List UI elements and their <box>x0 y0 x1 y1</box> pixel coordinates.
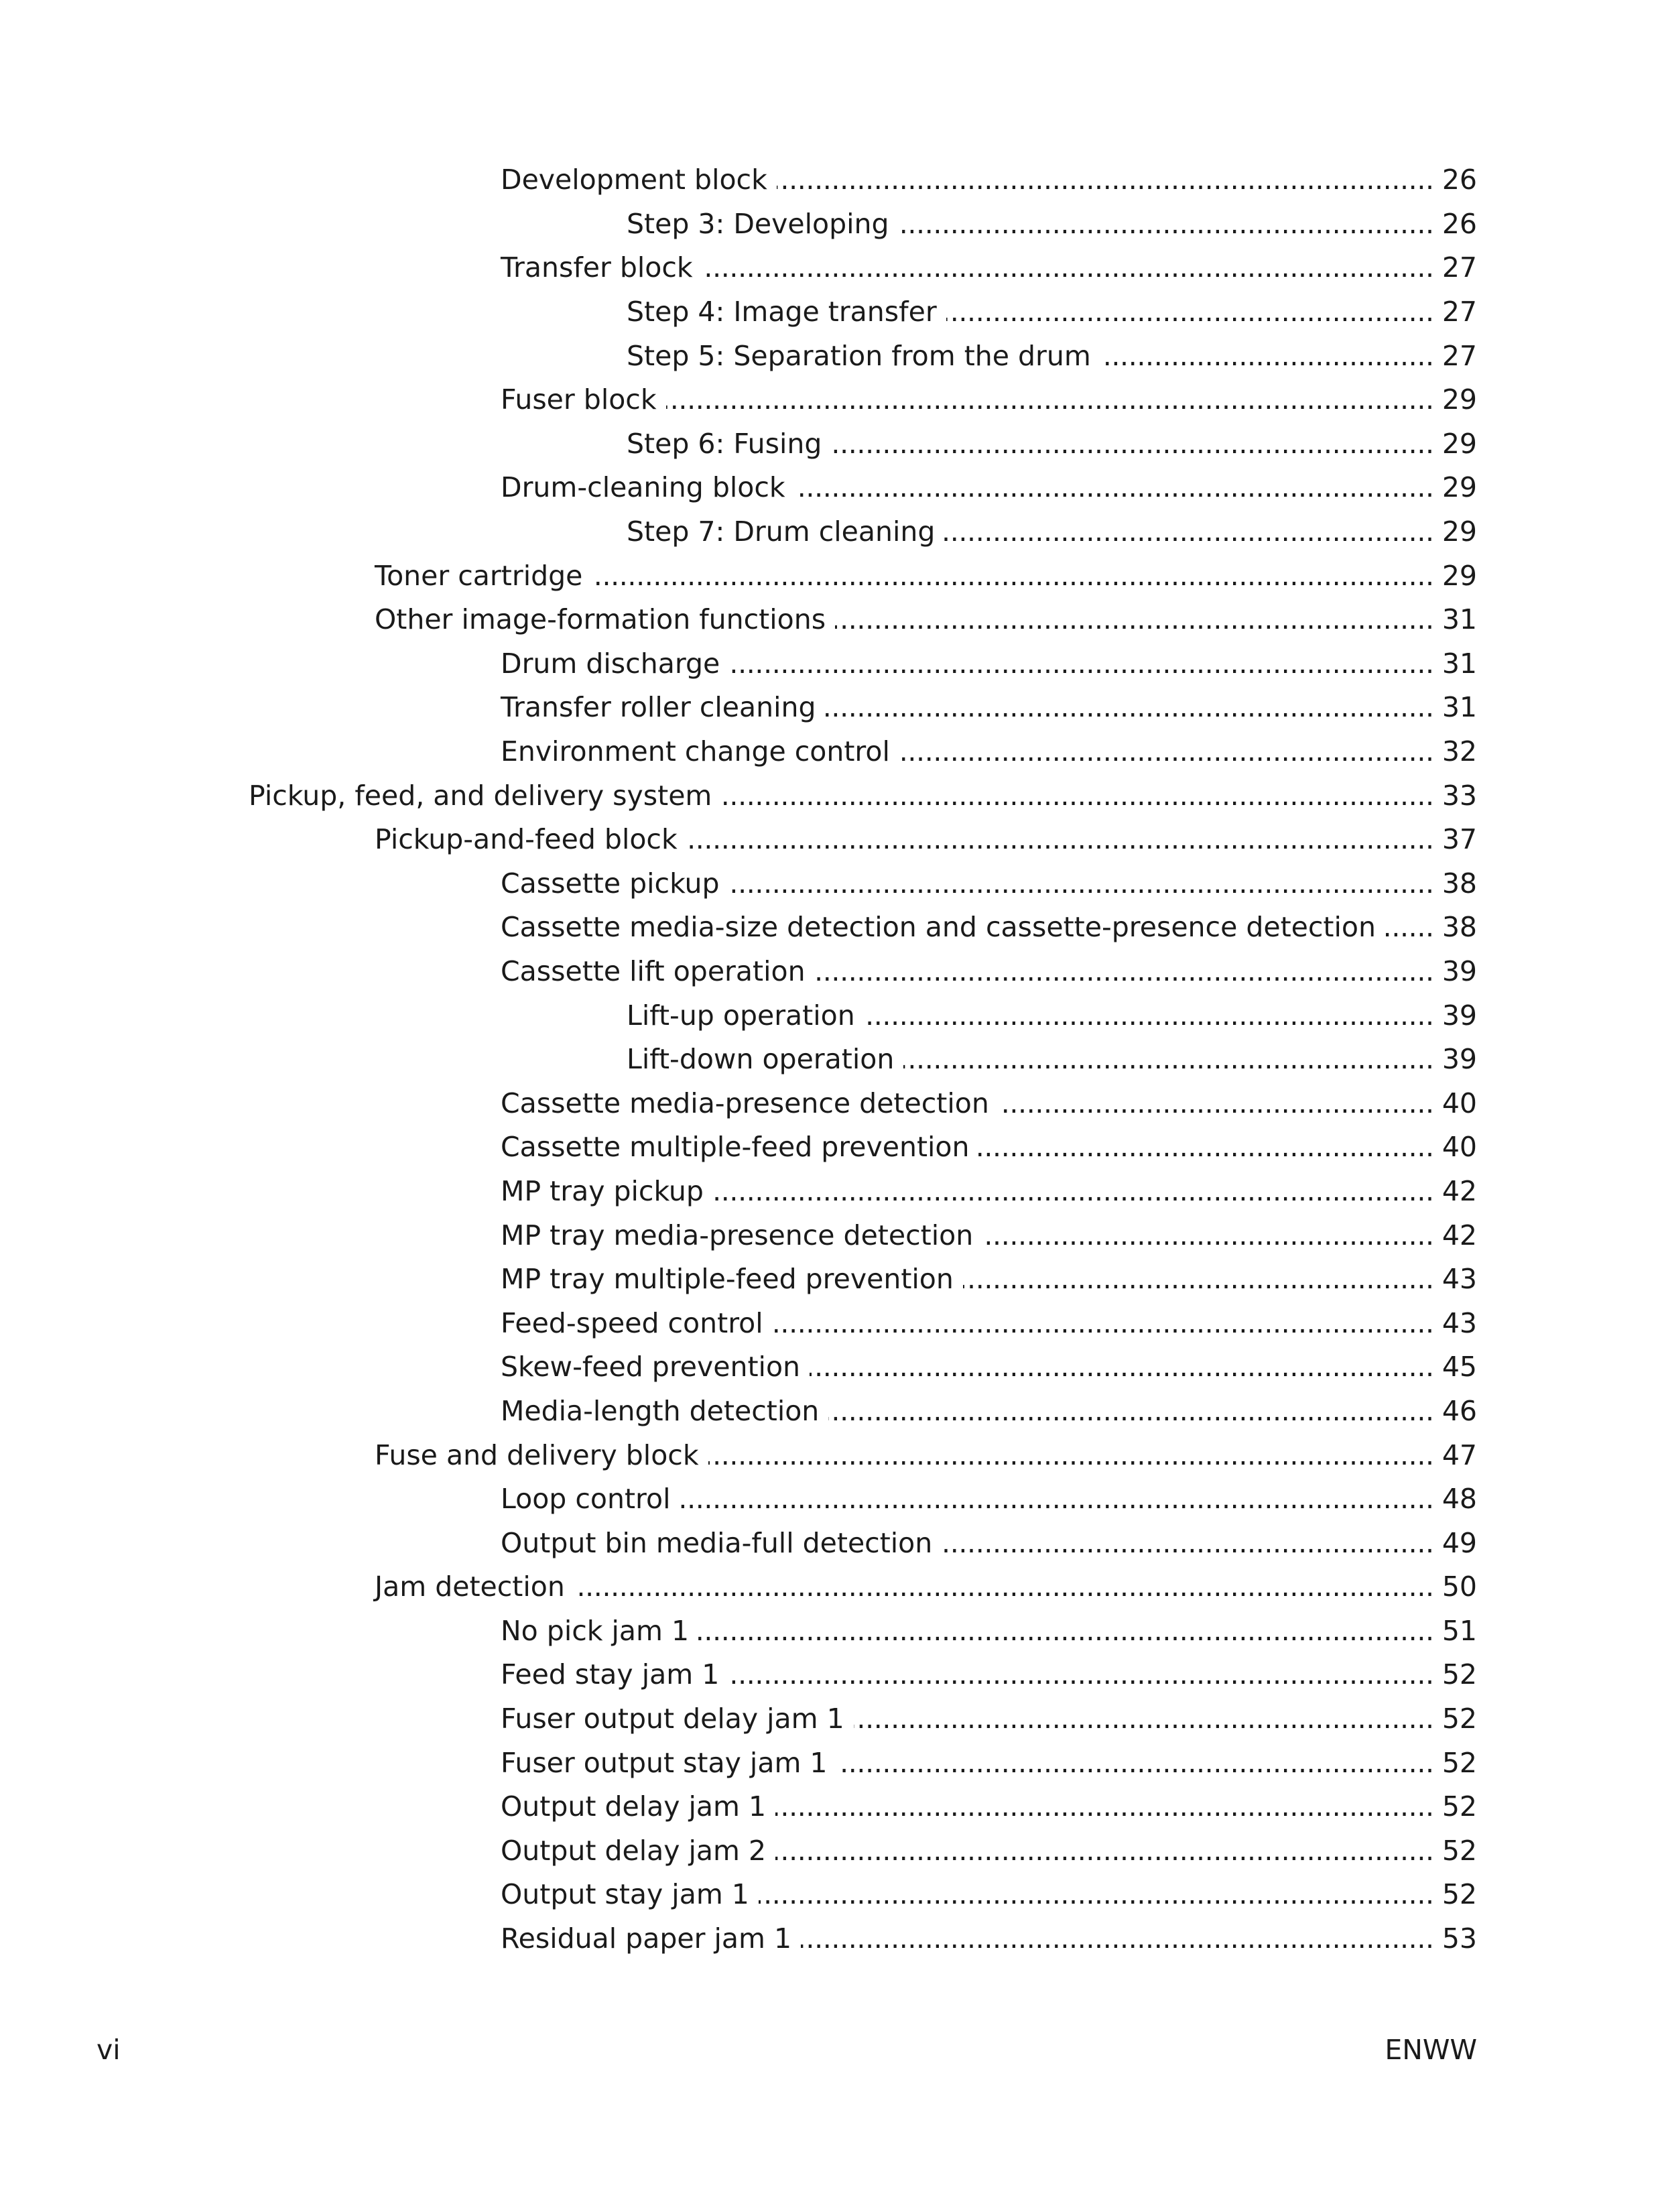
toc-dot-leader <box>810 1353 1433 1381</box>
toc-dot-leader <box>826 694 1433 721</box>
toc-entry-title: Step 5: Separation from the drum <box>627 343 1100 370</box>
toc-dot-leader <box>698 1617 1433 1645</box>
toc-dot-leader <box>801 1925 1433 1953</box>
toc-dot-leader <box>721 782 1432 810</box>
toc-entry-page: 42 <box>1433 1178 1477 1205</box>
toc-entry-page: 26 <box>1433 210 1477 238</box>
toc-entry-title: Step 3: Developing <box>627 210 899 238</box>
toc-dot-leader <box>1100 343 1433 370</box>
toc-dot-leader <box>702 254 1433 282</box>
toc-entry-title: Output bin media-full detection <box>501 1530 942 1557</box>
toc-entry[interactable] <box>0 730 1662 774</box>
toc-entry[interactable] <box>0 1170 1662 1214</box>
toc-entry-page: 39 <box>1433 1046 1477 1073</box>
toc-entry[interactable] <box>0 862 1662 906</box>
toc-dot-leader <box>729 650 1433 678</box>
toc-entry-page: 46 <box>1433 1398 1477 1425</box>
toc-entry[interactable] <box>0 1873 1662 1917</box>
toc-entry-title: Cassette media-presence detection <box>501 1090 999 1117</box>
toc-entry[interactable] <box>0 1521 1662 1565</box>
toc-entry-page: 29 <box>1433 474 1477 501</box>
toc-entry-title: Cassette lift operation <box>501 958 815 985</box>
toc-entry-title: No pick jam 1 <box>501 1617 698 1645</box>
toc-entry-title: Media-length detection <box>501 1398 828 1425</box>
toc-entry-page: 29 <box>1433 430 1477 458</box>
toc-dot-leader <box>899 210 1433 238</box>
toc-entry-page: 52 <box>1433 1793 1477 1821</box>
toc-dot-leader <box>592 562 1432 590</box>
toc-dot-leader <box>775 1837 1433 1865</box>
toc-entry-page: 29 <box>1433 562 1477 590</box>
footer-doc-code: ENWW <box>1385 2034 1477 2066</box>
toc-entry-title: Pickup, feed, and delivery system <box>249 782 721 810</box>
toc-entry-page: 52 <box>1433 1881 1477 1908</box>
toc-entry[interactable] <box>0 1038 1662 1082</box>
toc-dot-leader <box>835 606 1433 633</box>
toc-entry-page: 48 <box>1433 1485 1477 1513</box>
toc-dot-leader <box>982 1222 1433 1249</box>
toc-entry[interactable] <box>0 1565 1662 1609</box>
toc-dot-leader <box>680 1485 1432 1513</box>
toc-entry-page: 39 <box>1433 958 1477 985</box>
toc-entry-page: 27 <box>1433 343 1477 370</box>
toc-entry-title: Fuse and delivery block <box>375 1442 708 1469</box>
toc-entry-page: 31 <box>1433 606 1477 633</box>
footer-page-number: vi <box>97 2034 121 2066</box>
toc-entry-title: Transfer block <box>501 254 702 282</box>
toc-entry-title: Output delay jam 1 <box>501 1793 775 1821</box>
toc-entry-title: Output delay jam 2 <box>501 1837 775 1865</box>
toc-dot-leader <box>815 958 1433 985</box>
toc-entry-page: 43 <box>1433 1310 1477 1337</box>
toc-entry-page: 52 <box>1433 1749 1477 1777</box>
toc-entry-page: 29 <box>1433 518 1477 546</box>
toc-dot-leader <box>1385 914 1433 941</box>
toc-entry[interactable] <box>0 378 1662 422</box>
toc-entry-title: Cassette pickup <box>501 870 729 898</box>
toc-entry[interactable] <box>0 422 1662 467</box>
toc-entry[interactable] <box>0 158 1662 202</box>
toc-entry-page: 43 <box>1433 1266 1477 1293</box>
toc-dot-leader <box>708 1442 1433 1469</box>
toc-entry[interactable] <box>0 598 1662 642</box>
toc-entry[interactable] <box>0 1609 1662 1654</box>
toc-entry-title: Cassette media-size detection and cassette-presence detection <box>501 914 1385 941</box>
toc-entry-page: 52 <box>1433 1705 1477 1733</box>
toc-entry-title: Fuser block <box>501 386 666 414</box>
toc-entry-page: 26 <box>1433 166 1477 194</box>
toc-entry-title: Step 7: Drum cleaning <box>627 518 944 546</box>
toc-entry-title: Skew-feed prevention <box>501 1353 810 1381</box>
toc-entry[interactable] <box>0 554 1662 598</box>
toc-entry[interactable] <box>0 818 1662 862</box>
toc-entry-page: 45 <box>1433 1353 1477 1381</box>
toc-entry-title: Toner cartridge <box>375 562 592 590</box>
toc-dot-leader <box>944 518 1432 546</box>
toc-entry-title: Output stay jam 1 <box>501 1881 759 1908</box>
toc-dot-leader <box>942 1530 1433 1557</box>
toc-dot-leader <box>865 1002 1433 1030</box>
toc-entry[interactable] <box>0 1785 1662 1829</box>
toc-entry-title: Step 6: Fusing <box>627 430 831 458</box>
toc-dot-leader <box>795 474 1433 501</box>
toc-entry[interactable] <box>0 246 1662 290</box>
toc-entry-title: Other image-formation functions <box>375 606 835 633</box>
toc-entry-page: 37 <box>1433 826 1477 853</box>
toc-dot-leader <box>574 1573 1433 1601</box>
toc-entry-title: MP tray multiple-feed prevention <box>501 1266 963 1293</box>
toc-entry[interactable] <box>0 1301 1662 1345</box>
toc-entry[interactable] <box>0 1697 1662 1741</box>
toc-entry[interactable] <box>0 1741 1662 1785</box>
toc-dot-leader <box>759 1881 1433 1908</box>
toc-entry[interactable] <box>0 1345 1662 1390</box>
toc-entry-title: Cassette multiple-feed prevention <box>501 1133 978 1161</box>
toc-dot-leader <box>713 1178 1433 1205</box>
toc-entry-page: 27 <box>1433 298 1477 326</box>
toc-dot-leader <box>728 1661 1433 1688</box>
toc-entry[interactable] <box>0 950 1662 994</box>
toc-entry-page: 51 <box>1433 1617 1477 1645</box>
toc-entry-page: 52 <box>1433 1837 1477 1865</box>
toc-entry[interactable] <box>0 1477 1662 1522</box>
toc-dot-leader <box>775 1793 1433 1821</box>
toc-dot-leader <box>666 386 1433 414</box>
toc-entry[interactable] <box>0 1653 1662 1697</box>
toc-dot-leader <box>963 1266 1433 1293</box>
toc-dot-leader <box>837 1749 1433 1777</box>
toc-dot-leader <box>999 1090 1433 1117</box>
toc-entry-page: 47 <box>1433 1442 1477 1469</box>
toc-entry-title: Lift-down operation <box>627 1046 903 1073</box>
toc-entry[interactable] <box>0 1433 1662 1477</box>
toc-dot-leader <box>729 870 1433 898</box>
toc-entry[interactable] <box>0 993 1662 1038</box>
toc-entry-page: 39 <box>1433 1002 1477 1030</box>
toc-entry[interactable] <box>0 642 1662 686</box>
toc-entry[interactable] <box>0 1829 1662 1873</box>
toc-entry-title: MP tray pickup <box>501 1178 713 1205</box>
toc-dot-leader <box>899 738 1433 765</box>
toc-entry-title: Fuser output delay jam 1 <box>501 1705 854 1733</box>
toc-dot-leader <box>831 430 1432 458</box>
toc-entry-title: Feed-speed control <box>501 1310 773 1337</box>
toc-entry-page: 52 <box>1433 1661 1477 1688</box>
toc-entry-page: 42 <box>1433 1222 1477 1249</box>
toc-entry-title: Pickup-and-feed block <box>375 826 687 853</box>
toc-dot-leader <box>773 1310 1433 1337</box>
toc-entry-page: 50 <box>1433 1573 1477 1601</box>
toc-entry[interactable] <box>0 1390 1662 1434</box>
toc-entry-title: Development block <box>501 166 777 194</box>
toc-dot-leader <box>828 1398 1433 1425</box>
toc-entry-page: 40 <box>1433 1090 1477 1117</box>
toc-dot-leader <box>946 298 1433 326</box>
toc-dot-leader <box>687 826 1433 853</box>
toc-dot-leader <box>978 1133 1432 1161</box>
toc-entry-title: MP tray media-presence detection <box>501 1222 982 1249</box>
toc-dot-leader <box>903 1046 1432 1073</box>
toc-entry[interactable] <box>0 1213 1662 1257</box>
toc-entry[interactable] <box>0 1917 1662 1961</box>
toc-entry-title: Drum discharge <box>501 650 729 678</box>
toc-entry[interactable] <box>0 290 1662 334</box>
toc-entry[interactable] <box>0 1081 1662 1125</box>
toc-entry-title: Loop control <box>501 1485 680 1513</box>
toc-dot-leader <box>854 1705 1433 1733</box>
toc-dot-leader <box>777 166 1433 194</box>
toc-entry-title: Step 4: Image transfer <box>627 298 946 326</box>
toc-entry-title: Transfer roller cleaning <box>501 694 826 721</box>
toc-entry-page: 38 <box>1433 870 1477 898</box>
toc-entry[interactable] <box>0 1257 1662 1302</box>
toc-entry-page: 29 <box>1433 386 1477 414</box>
toc-entry-page: 33 <box>1433 782 1477 810</box>
toc-entry[interactable] <box>0 686 1662 730</box>
toc-entry-title: Environment change control <box>501 738 899 765</box>
toc-entry-title: Lift-up operation <box>627 1002 865 1030</box>
toc-entry-title: Jam detection <box>375 1573 574 1601</box>
toc-entry-page: 40 <box>1433 1133 1477 1161</box>
table-of-contents <box>0 158 1662 1961</box>
toc-entry-title: Fuser output stay jam 1 <box>501 1749 837 1777</box>
toc-entry[interactable] <box>0 774 1662 818</box>
toc-entry-page: 38 <box>1433 914 1477 941</box>
toc-entry-page: 31 <box>1433 650 1477 678</box>
toc-entry-page: 31 <box>1433 694 1477 721</box>
toc-entry[interactable] <box>0 466 1662 510</box>
toc-entry[interactable] <box>0 510 1662 554</box>
toc-entry-title: Residual paper jam 1 <box>501 1925 801 1953</box>
toc-entry-page: 27 <box>1433 254 1477 282</box>
toc-entry-page: 32 <box>1433 738 1477 765</box>
toc-entry[interactable] <box>0 1125 1662 1170</box>
toc-entry[interactable] <box>0 202 1662 247</box>
toc-entry[interactable] <box>0 334 1662 378</box>
toc-entry-page: 53 <box>1433 1925 1477 1953</box>
toc-entry-title: Feed stay jam 1 <box>501 1661 728 1688</box>
toc-entry-page: 49 <box>1433 1530 1477 1557</box>
toc-entry[interactable] <box>0 906 1662 950</box>
toc-entry-title: Drum-cleaning block <box>501 474 795 501</box>
